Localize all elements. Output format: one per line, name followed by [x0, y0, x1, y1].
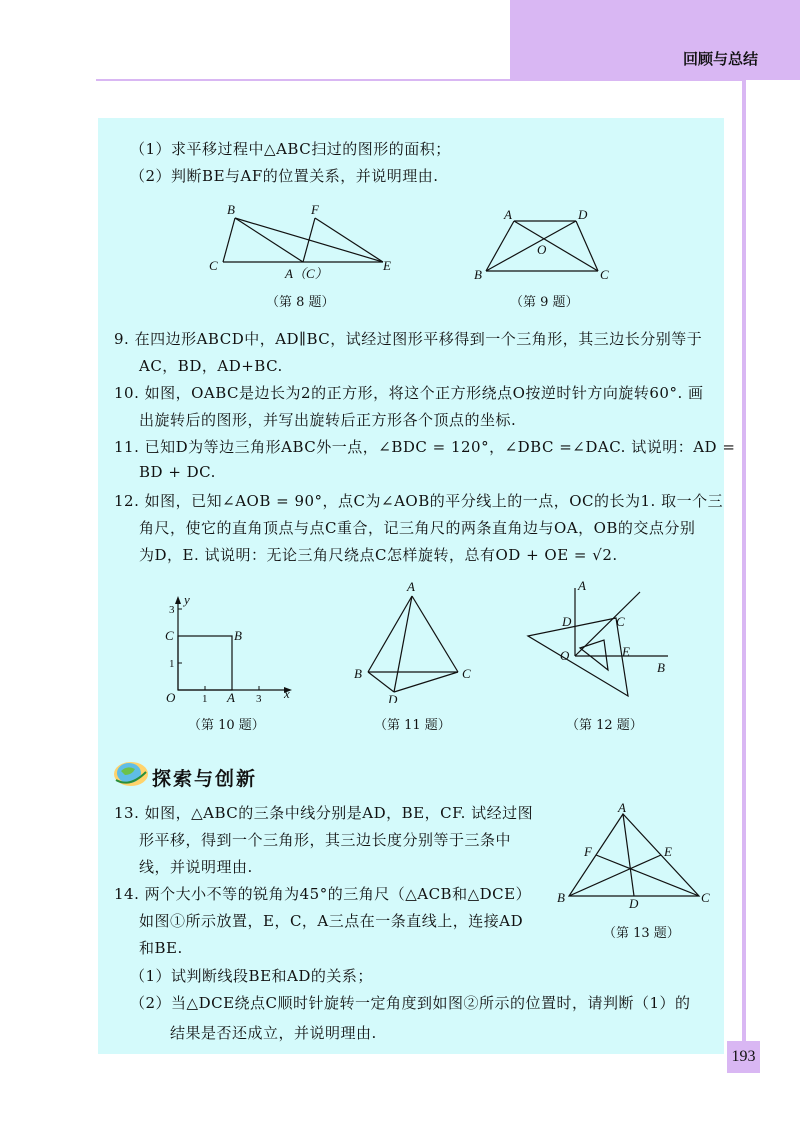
fig9-label: B	[474, 267, 482, 282]
fig9-label: A	[504, 207, 512, 222]
text-line: （2）判断BE与AF的位置关系，并说明理由.	[130, 167, 439, 185]
text-line: BD + DC.	[139, 463, 216, 481]
page-number: 193	[727, 1041, 760, 1073]
caption-fig11: （第 11 题）	[374, 718, 451, 733]
caption-fig10: （第 10 题）	[188, 718, 265, 733]
text-line: 角尺，使它的直角顶点与点C重合，记三角尺的两条直角边与OA，OB的交点分别	[139, 519, 696, 537]
side-bar	[742, 79, 746, 1041]
caption-fig13: （第 13 题）	[603, 926, 680, 941]
fig13-label: F	[584, 844, 592, 859]
text-line: 结果是否还成立，并说明理由.	[170, 1024, 377, 1042]
fig13-label: C	[701, 890, 710, 905]
fig10-label: y	[184, 592, 190, 607]
figure-12	[520, 578, 680, 703]
fig8-label: A（C）	[285, 266, 328, 281]
figure-8	[205, 200, 405, 285]
header-title: 回顾与总结	[682, 50, 758, 68]
globe-icon	[112, 756, 150, 790]
fig13-label: A	[618, 800, 626, 815]
caption-fig9: （第 9 题）	[510, 295, 579, 310]
fig10-tick: 3	[169, 604, 175, 616]
fig11-label: C	[462, 666, 471, 681]
section-title: 探索与创新	[152, 768, 258, 790]
fig8-label: C	[209, 258, 218, 273]
fig13-label: B	[557, 890, 565, 905]
text-line: 12. 如图，已知∠AOB = 90°，点C为∠AOB的平分线上的一点，OC的长为1. 取一个三	[114, 492, 724, 510]
text-line: AC，BD，AD+BC.	[139, 357, 283, 375]
fig12-label: E	[622, 644, 630, 659]
figure-10	[160, 592, 300, 707]
fig12-label: C	[616, 614, 625, 629]
fig10-tick: 1	[202, 693, 208, 705]
fig8-label: F	[311, 202, 319, 217]
text-line: 形平移，得到一个三角形，其三边长度分别等于三条中	[139, 831, 512, 849]
caption-fig12: （第 12 题）	[566, 718, 643, 733]
text-line: 线，并说明理由.	[139, 858, 253, 876]
fig9-label: O	[537, 242, 547, 257]
text-line: 13. 如图，△ABC的三条中线分别是AD，BE，CF. 试经过图	[114, 804, 534, 822]
text-line: （1）试判断线段BE和AD的关系；	[130, 967, 373, 985]
text-line: 为D，E. 试说明：无论三角尺绕点C怎样旋转，总有OD + OE = √2.	[139, 546, 618, 564]
fig10-label: C	[165, 628, 174, 643]
text-line: （2）当△DCE绕点C顺时针旋转一定角度到如图②所示的位置时，请判断（1）的	[130, 994, 691, 1012]
fig13-label: E	[664, 844, 672, 859]
caption-fig8: （第 8 题）	[266, 295, 335, 310]
header-rule	[96, 79, 746, 81]
fig9-label: C	[600, 267, 609, 282]
fig10-tick: 3	[256, 693, 262, 705]
fig12-label: A	[578, 578, 586, 593]
fig10-tick: 1	[169, 658, 175, 670]
fig8-label: B	[227, 202, 235, 217]
fig11-label: D	[388, 692, 398, 703]
fig12-label: B	[657, 660, 665, 675]
fig10-label: x	[284, 686, 290, 701]
figure-9	[470, 205, 620, 285]
fig10-label: O	[166, 690, 176, 705]
text-line: 9. 在四边形ABCD中，AD∥BC，试经过图形平移得到一个三角形，其三边长分别等于	[114, 330, 703, 348]
text-line: 出旋转后的图形，并写出旋转后正方形各个顶点的坐标.	[139, 411, 517, 429]
fig11-label: A	[407, 579, 415, 594]
fig10-label: A	[227, 690, 235, 705]
fig12-label: D	[562, 614, 572, 629]
figure-13	[555, 800, 715, 910]
text-line: 和BE.	[139, 939, 183, 957]
text-line: 14. 两个大小不等的锐角为45°的三角尺（△ACB和△DCE）	[114, 885, 532, 903]
text-line: 如图①所示放置，E，C，A三点在一条直线上，连接AD	[139, 912, 524, 930]
fig13-label: D	[629, 896, 639, 910]
fig10-label: B	[234, 628, 242, 643]
fig12-label: O	[560, 648, 570, 663]
figure-11	[350, 578, 480, 703]
fig9-label: D	[578, 207, 588, 222]
fig8-label: E	[383, 258, 391, 273]
fig11-label: B	[354, 666, 362, 681]
text-line: 10. 如图，OABC是边长为2的正方形，将这个正方形绕点O按逆时针方向旋转60°. 画	[114, 384, 704, 402]
text-line: 11. 已知D为等边三角形ABC外一点，∠BDC = 120°，∠DBC =∠DAC. 试说明：AD =	[114, 438, 736, 456]
text-line: （1）求平移过程中△ABC扫过的图形的面积；	[130, 140, 451, 158]
